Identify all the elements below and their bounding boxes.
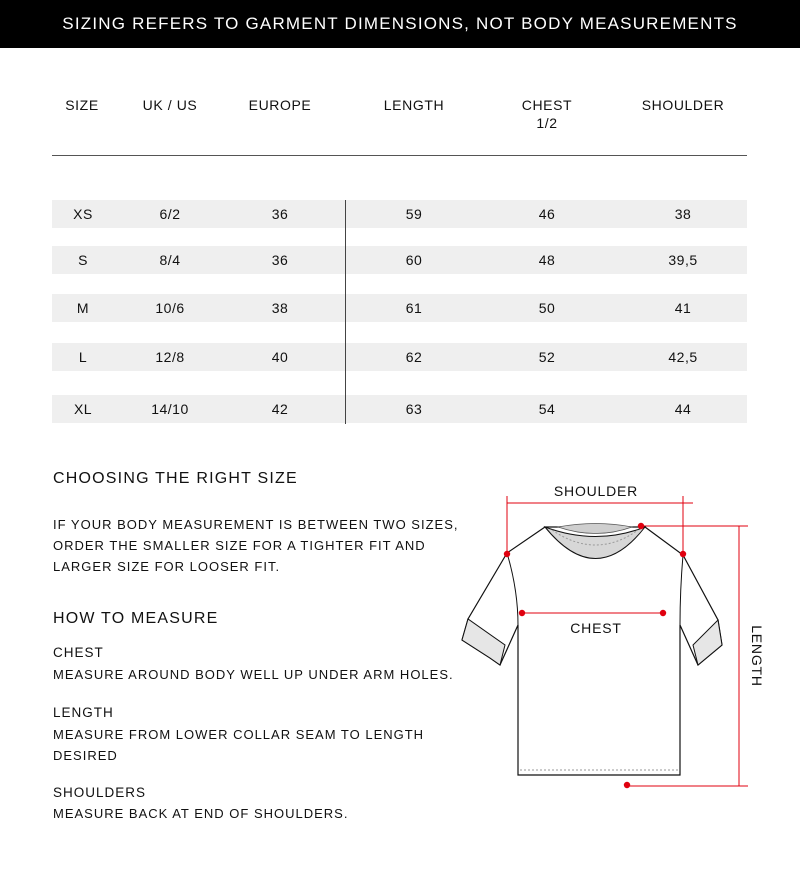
header-europe: EUROPE	[248, 97, 312, 113]
diagram-chest-label: CHEST	[570, 620, 622, 636]
table-row	[52, 395, 747, 423]
table-column-divider	[345, 200, 346, 424]
table-row	[52, 246, 747, 274]
length-line: DESIRED	[53, 748, 118, 763]
shoulders-text: MEASURE BACK AT END OF SHOULDERS.	[53, 806, 349, 821]
table-cell: 52	[538, 349, 556, 365]
header-uk-us: UK / US	[142, 97, 198, 113]
tshirt-diagram	[455, 475, 765, 835]
chest-title: CHEST	[53, 645, 104, 660]
table-cell: XL	[73, 401, 93, 417]
table-cell: 10/6	[155, 300, 185, 316]
diagram-shoulder-label: SHOULDER	[553, 483, 639, 499]
table-cell: 61	[405, 300, 423, 316]
header-divider	[52, 155, 747, 156]
table-row	[52, 200, 747, 228]
table-cell: 6/2	[159, 206, 181, 222]
table-cell: 54	[538, 401, 556, 417]
chest-text: MEASURE AROUND BODY WELL UP UNDER ARM HOLES.	[53, 667, 454, 682]
length-line: MEASURE FROM LOWER COLLAR SEAM TO LENGTH	[53, 727, 425, 742]
shoulders-title: SHOULDERS	[53, 785, 147, 800]
table-cell: 59	[405, 206, 423, 222]
choosing-title: CHOOSING THE RIGHT SIZE	[53, 470, 298, 487]
table-cell: 60	[405, 252, 423, 268]
chest-point-left	[519, 610, 525, 616]
table-cell: 38	[271, 300, 289, 316]
table-cell: 38	[674, 206, 692, 222]
length-text	[53, 724, 424, 766]
table-row	[52, 343, 747, 371]
table-cell: 12/8	[155, 349, 185, 365]
table-cell: 46	[538, 206, 556, 222]
table-cell: 36	[271, 252, 289, 268]
table-cell: 50	[538, 300, 556, 316]
table-cell: 36	[271, 206, 289, 222]
table-cell: 39,5	[668, 252, 698, 268]
choosing-line: LARGER SIZE FOR LOOSER FIT.	[53, 559, 281, 574]
diagram-length-label: LENGTH	[749, 625, 765, 687]
table-cell: 42,5	[668, 349, 698, 365]
top-banner	[0, 0, 800, 48]
shoulder-point-right	[680, 551, 686, 557]
header-shoulder: SHOULDER	[641, 97, 725, 113]
table-cell: L	[78, 349, 88, 365]
table-cell: M	[76, 300, 90, 316]
table-cell: 8/4	[159, 252, 181, 268]
chest-point-right	[660, 610, 666, 616]
table-row	[52, 294, 747, 322]
table-cell: 48	[538, 252, 556, 268]
collar-point	[638, 523, 644, 529]
table-cell: S	[78, 252, 88, 268]
hem-point	[624, 782, 630, 788]
length-title: LENGTH	[53, 705, 114, 720]
banner-text: SIZING REFERS TO GARMENT DIMENSIONS, NOT BODY MEASUREMENTS	[62, 14, 738, 33]
table-cell: 63	[405, 401, 423, 417]
header-size: SIZE	[65, 97, 99, 113]
choosing-line: IF YOUR BODY MEASUREMENT IS BETWEEN TWO SIZES,	[53, 517, 459, 532]
table-cell: 42	[271, 401, 289, 417]
how-to-measure-title: HOW TO MEASURE	[53, 610, 219, 627]
table-cell: 14/10	[151, 401, 189, 417]
table-cell: XS	[73, 206, 93, 222]
table-cell: 62	[405, 349, 423, 365]
header-chest: CHEST 1/2	[521, 97, 573, 131]
table-cell: 40	[271, 349, 289, 365]
header-length: LENGTH	[383, 97, 445, 113]
choosing-line: ORDER THE SMALLER SIZE FOR A TIGHTER FIT AND	[53, 538, 426, 553]
table-cell: 41	[674, 300, 692, 316]
shoulder-point-left	[504, 551, 510, 557]
choosing-text	[53, 514, 458, 577]
table-cell: 44	[674, 401, 692, 417]
